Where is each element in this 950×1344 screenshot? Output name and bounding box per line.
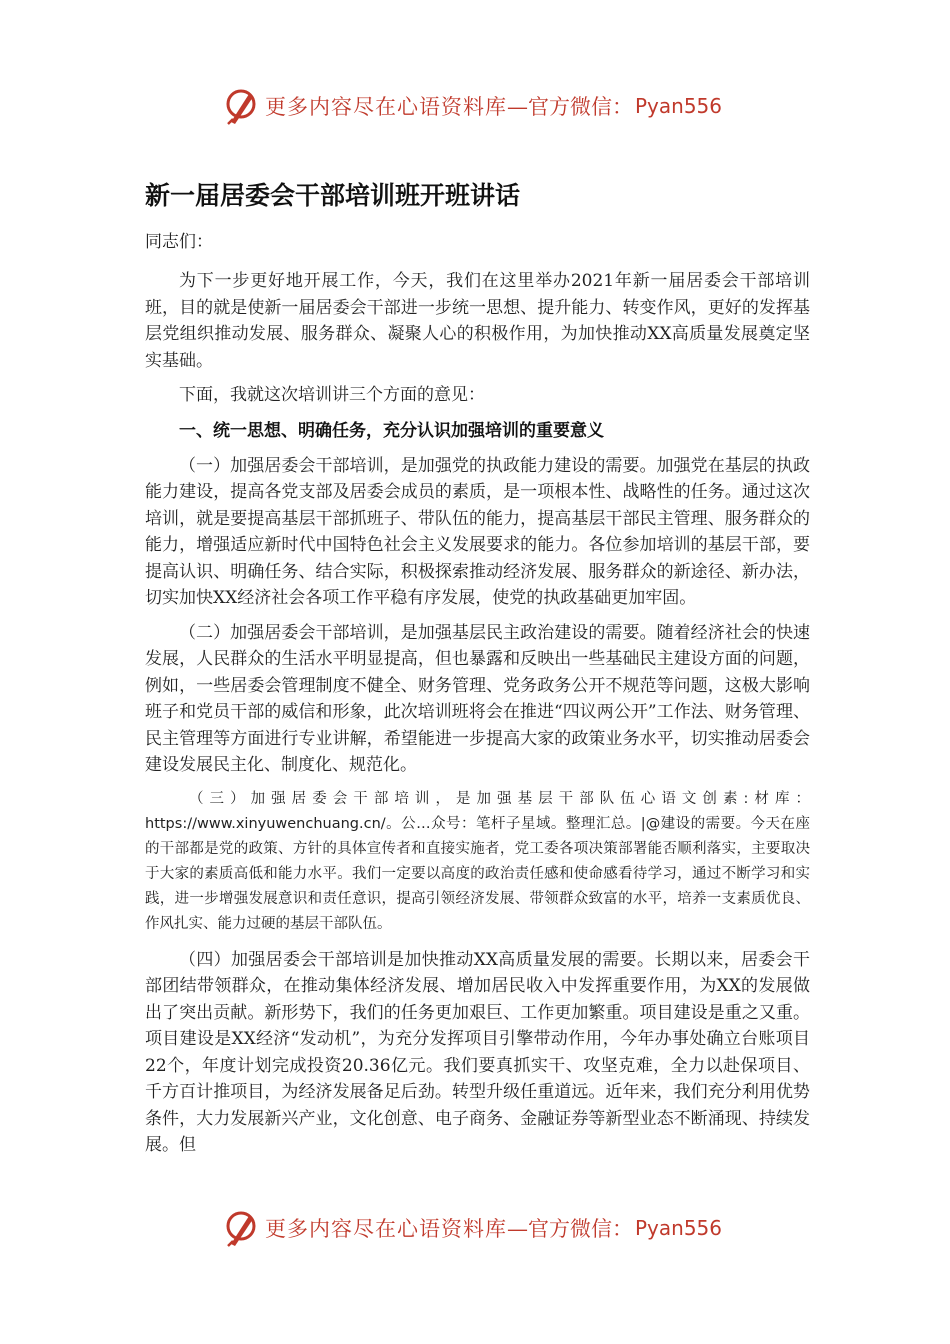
intro-paragraph: 为下一步更好地开展工作，今天，我们在这里举办2021年新一届居委会干部培训班，目的就是使新一届居委会干部进一步统一思想、提升能力、转变作风，更好的发挥基层党组织推动发展、服务群众、凝聚人心的积极作用，为加快推动XX高质量发展奠定坚实基础。: [145, 271, 810, 371]
salutation: 同志们：: [145, 232, 213, 252]
paragraph-2: （二）加强居委会干部培训，是加强基层民主政治建设的需要。随着经济社会的快速发展，人民群众的生活水平明显提高，但也暴露和反映出一些基础民主建设方面的问题，例如，一些居委会管理制度不健全、财务管理、党务政务公开不规范等问题，这极大影响班子和党员干部的威信和形象，此次培训班将会在推进“四议两公开”工作法、财务管理、民主管理等方面进行专业讲解，希望能进一步提高大家的政策业务水平，切实推动居委会建设发展民主化、制度化、规范化。: [145, 622, 810, 775]
watermark-wechat-id: Pyan556: [635, 1216, 723, 1240]
watermark-text: 更多内容尽在心语资料库: [265, 1217, 507, 1241]
outline-paragraph: 下面，我就这次培训讲三个方面的意见：: [179, 385, 485, 405]
document-title: 新一届居委会干部培训班开班讲话: [145, 181, 521, 210]
paragraph-1: （一）加强居委会干部培训，是加强党的执政能力建设的需要。加强党在基层的执政能力建设，提高各党支部及居委会成员的素质，是一项根本性、战略性的任务。通过这次培训，就是要提高基层干部抓班子、带队伍的能力，提高基层干部民主管理、服务群众的能力，增强适应新时代中国特色社会主义发展要求的能力。各位参加培训的基层干部，要提高认识、明确任务、结合实际，积极探索推动经济发展、服务群众的新途径、新办法，切实加快XX经济社会各项工作平稳有序发展，使党的执政基础更加牢固。: [145, 455, 810, 608]
pen-logo-icon: [225, 1208, 261, 1248]
watermark-separator: —官方微信：: [507, 95, 633, 119]
section-heading: 一、统一思想、明确任务，充分认识加强培训的重要意义: [179, 420, 604, 441]
watermark-separator: —官方微信：: [507, 1217, 633, 1241]
footer-watermark: [225, 1206, 745, 1250]
pen-logo-icon: [225, 86, 261, 126]
paragraph-4: （四）加强居委会干部培训是加快推动XX高质量发展的需要。长期以来，居委会干部团结带领群众，在推动集体经济发展、增加居民收入中发挥重要作用，为XX的发展做出了突出贡献。新形势下，我们的任务更加艰巨、工作更加繁重。项目建设是重之又重。项目建设是XX经济“发动机”，为充分发挥项目引擎带动作用，今年办事处确立台账项目22个，年度计划完成投资20.36亿元。我们要真抓实干、攻坚克难，全力以赴保项目、千方百计推项目，为经济发展备足后劲。转型升级任重道远。近年来，我们充分利用优势条件，大力发展新兴产业，文化创意、电子商务、金融证券等新型业态不断涌现、持续发展。但: [145, 949, 810, 1155]
document-body: [145, 176, 810, 1167]
header-watermark: [225, 84, 745, 128]
paragraph-3: （三）加强居委会干部培训，是加强基层干部队伍心语文创素:材库：https://www.xinyuwenchuang.cn/。公…众号：笔杆子星域。整理汇总。|@建设的需要。今天在座的干部都是党的政策、方针的具体宣传者和直接实施者，党工委各项决策部署能否顺利落实，主要取决于大家的素质高低和能力水平。我们一定要以高度的政治责任感和使命感看待学习，通过不断学习和实践，进一步增强发展意识和责任意识，提高引领经济发展、带领群众致富的水平，培养一支素质优良、作风扎实、能力过硬的基层干部队伍。: [145, 790, 810, 932]
watermark-text: 更多内容尽在心语资料库: [265, 95, 507, 119]
watermark-wechat-id: Pyan556: [635, 94, 723, 118]
